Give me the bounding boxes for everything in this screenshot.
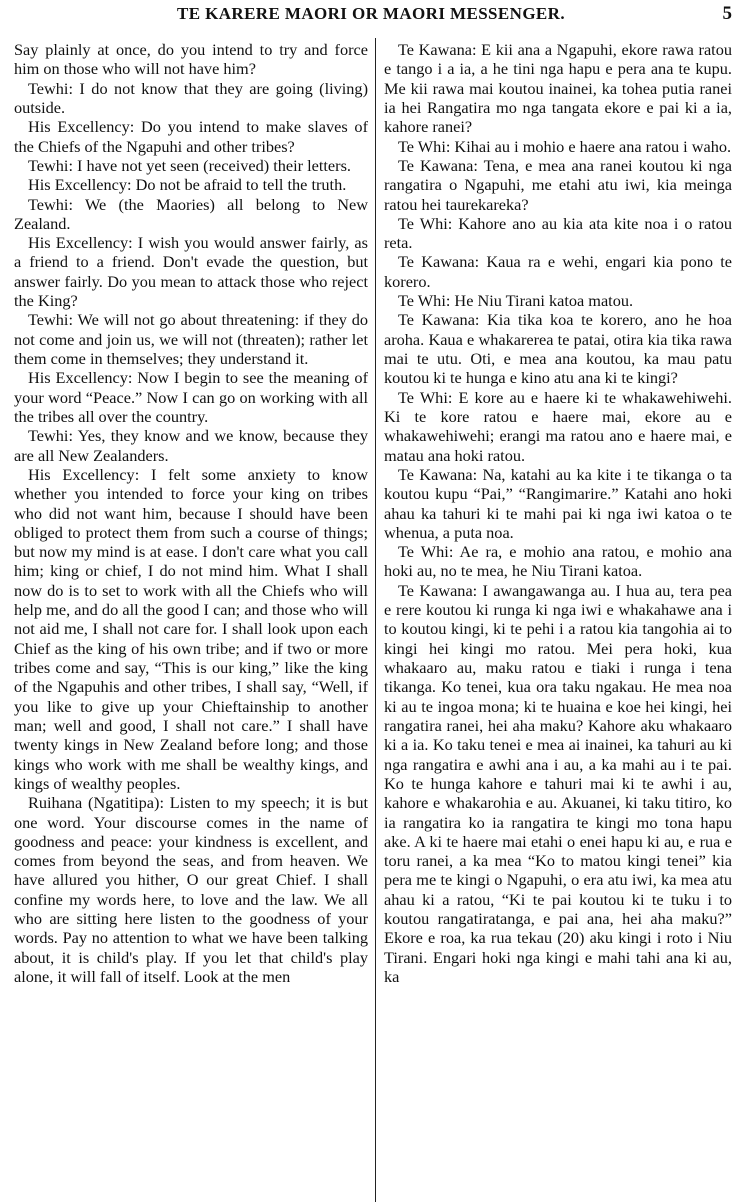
paragraph: Te Kawana: Tena, e mea ana ranei koutou ki nga rangatira o Ngapuhi, me etahi atu iwi, kia meinga ratou hei taurekareka?: [384, 155, 732, 214]
paragraph: Tewhi: We will not go about threatening: if they do not come and join us, we will not (threaten); rather let them come in themselves; they understand it.: [14, 310, 368, 368]
paragraph: Te Whi: He Niu Tirani katoa matou.: [398, 291, 634, 311]
column-divider: [375, 38, 376, 1202]
paragraph: His Excellency: Do not be afraid to tell the truth.: [28, 175, 347, 195]
paragraph: Te Whi: Kihai au i mohio e haere ana ratou i waho.: [398, 136, 732, 156]
paragraph: Te Kawana: I awangawanga au. I hua au, tera pea e rere koutou ki runga ki nga iwi e whakahawe ana i to koutou kingi, ki te pehi i a ratou kia tangohia ai to kingi hei kingi mo ratou. Mei pera hoki, kua whakaaro au, maku ratou e tiaki i runga i tena tikanga. Ko tenei, kua ora taku ngakau. He mea noa ki au te ingoa mona; ki te huaina e koe hei kingi, hei rangatira ranei, hei aha maku? Kahore aku whakaaro ki a ia. Ko taku tenei e mea ai inainei, ka tahuri au ki nga rangatira e awhi ana i au, a ka mahi au i te pai. Ko te hunga kahore e tahuri mai ki te awhi i au, kahore e whakarohia e au. Akuanei, ki taku titiro, ko ia rangatira ko ia rangatira te kingi mo tona hapu ake. A ki te haere mai etahi o enei hapu ki au, e rua e toru ranei, a ka mea “Ko to matou kingi tenei” kia pera me te kingi o Ngapuhi, o era atu iwi, ka mea atu ahau ki a ratou, “Ki te pai koutou ki te tuku i to koutou rangatiratanga, e pai ana, hei aha maku?” Ekore e roa, ka rua tekau (20) aku kingi i roto i Niu Tirani. Engari hoki nga kingi e mahi tahi ana ki au, ka: [384, 580, 732, 986]
paragraph: Tewhi: Yes, they know and we know, because they are all New Zealanders.: [14, 426, 368, 465]
paragraph: Te Whi: Kahore ano au kia ata kite noa i o ratou reta.: [384, 213, 732, 253]
paragraph: His Excellency: Do you intend to make slaves of the Chiefs of the Ngapuhi and other tribes?: [14, 117, 368, 156]
maori-column: [384, 40, 732, 1200]
paragraph: Te Kawana: Kia tika koa te korero, ano he hoa aroha. Kaua e whakarerea te patai, otira kia tika rawa mai te utu. Oti, e mea ana koutou, ka mau patu koutou ki te hunga e kino atu ana ki te kingi?: [384, 310, 732, 388]
paragraph: Te Kawana: Na, katahi au ka kite i te tikanga o ta koutou kupu “Pai,” “Rangimarire.” Katahi ano hoki ahau ka tahuri ki te mahi pai ki nga iwi katoa o te whenua, a puta noa.: [384, 464, 732, 542]
paragraph: Te Kawana: Kaua ra e wehi, engari kia pono te korero.: [384, 252, 732, 291]
paragraph: Tewhi: I do not know that they are going (living) outside.: [14, 78, 368, 117]
english-column: [14, 40, 368, 1200]
paragraph: Te Kawana: E kii ana a Ngapuhi, ekore rawa ratou e tango i a ia, a he tini nga hapu e pera ana te kupu. Me kii rawa mai koutou inainei, ka tohea putia ranei ia hei Rangatira mo nga tangata ekore e pai ki a ia, kahore ranei?: [384, 40, 732, 137]
page-number: 5: [722, 3, 732, 24]
paragraph: Te Whi: E kore au e haere ki te whakawehiwehi. Ki te kore ratou e haere mai, ekore au e whakawehiwehi; erangi ma ratou ano e haere mai, e matau ana hoki ratou.: [384, 387, 732, 465]
paragraph: Te Whi: Ae ra, e mohio ana ratou, e mohio ana hoki au, no te mea, he Niu Tirani katoa.: [384, 542, 732, 581]
paragraph: His Excellency: I felt some anxiety to know whether you intended to force your king on tribes who did not want him, because I should have been obliged to protect them from such a course of things; but now my mind is at ease. I don't care what you call him; king or chief, I do not mind him. What I shall now do is to set to work with all the Chiefs who will help me, and do all the good I can; and those who will not aid me, I shall not care for. I shall look upon each Chief as the king of his own tribe; and if two or more tribes come and say, “This is our king,” like the king of the Ngapuhis and other tribes, I shall say, “Well, if you like to give up your Chieftainship to another man; well and good, I shall not care.” I shall have twenty kings in New Zealand before long; and those kings who work with me shall be wealthy kings, and kings of wealthy peoples.: [14, 464, 368, 793]
paragraph: Tewhi: I have not yet seen (received) their letters.: [28, 155, 351, 175]
paragraph: Tewhi: We (the Maories) all belong to New Zealand.: [14, 194, 368, 233]
paragraph: Ruihana (Ngatitipa): Listen to my speech; it is but one word. Your discourse comes in the name of goodness and peace: your kindness is excellent, and comes from beyond the seas, and from heaven. We have allured you hither, O our great Chief. I shall confine my words here, to love and the law. We all who are sitting here listen to the goodness of your words. Pay no attention to what we have been talking about, it is child's play. If you let that child's play alone, it will fall of itself. Look at the men: [14, 793, 368, 986]
newspaper-title: TE KARERE MAORI OR MAORI MESSENGER.: [176, 4, 566, 23]
paragraph: Say plainly at once, do you intend to try and force him on those who will not have him?: [14, 40, 368, 79]
paragraph: His Excellency: I wish you would answer fairly, as a friend to a friend. Don't evade the question, but answer fairly. Do you mean to attack those who reject the King?: [14, 233, 368, 311]
paragraph: His Excellency: Now I begin to see the meaning of your word “Peace.” Now I can go on working with all the tribes all over the country.: [14, 368, 368, 426]
page-header: [0, 0, 742, 36]
